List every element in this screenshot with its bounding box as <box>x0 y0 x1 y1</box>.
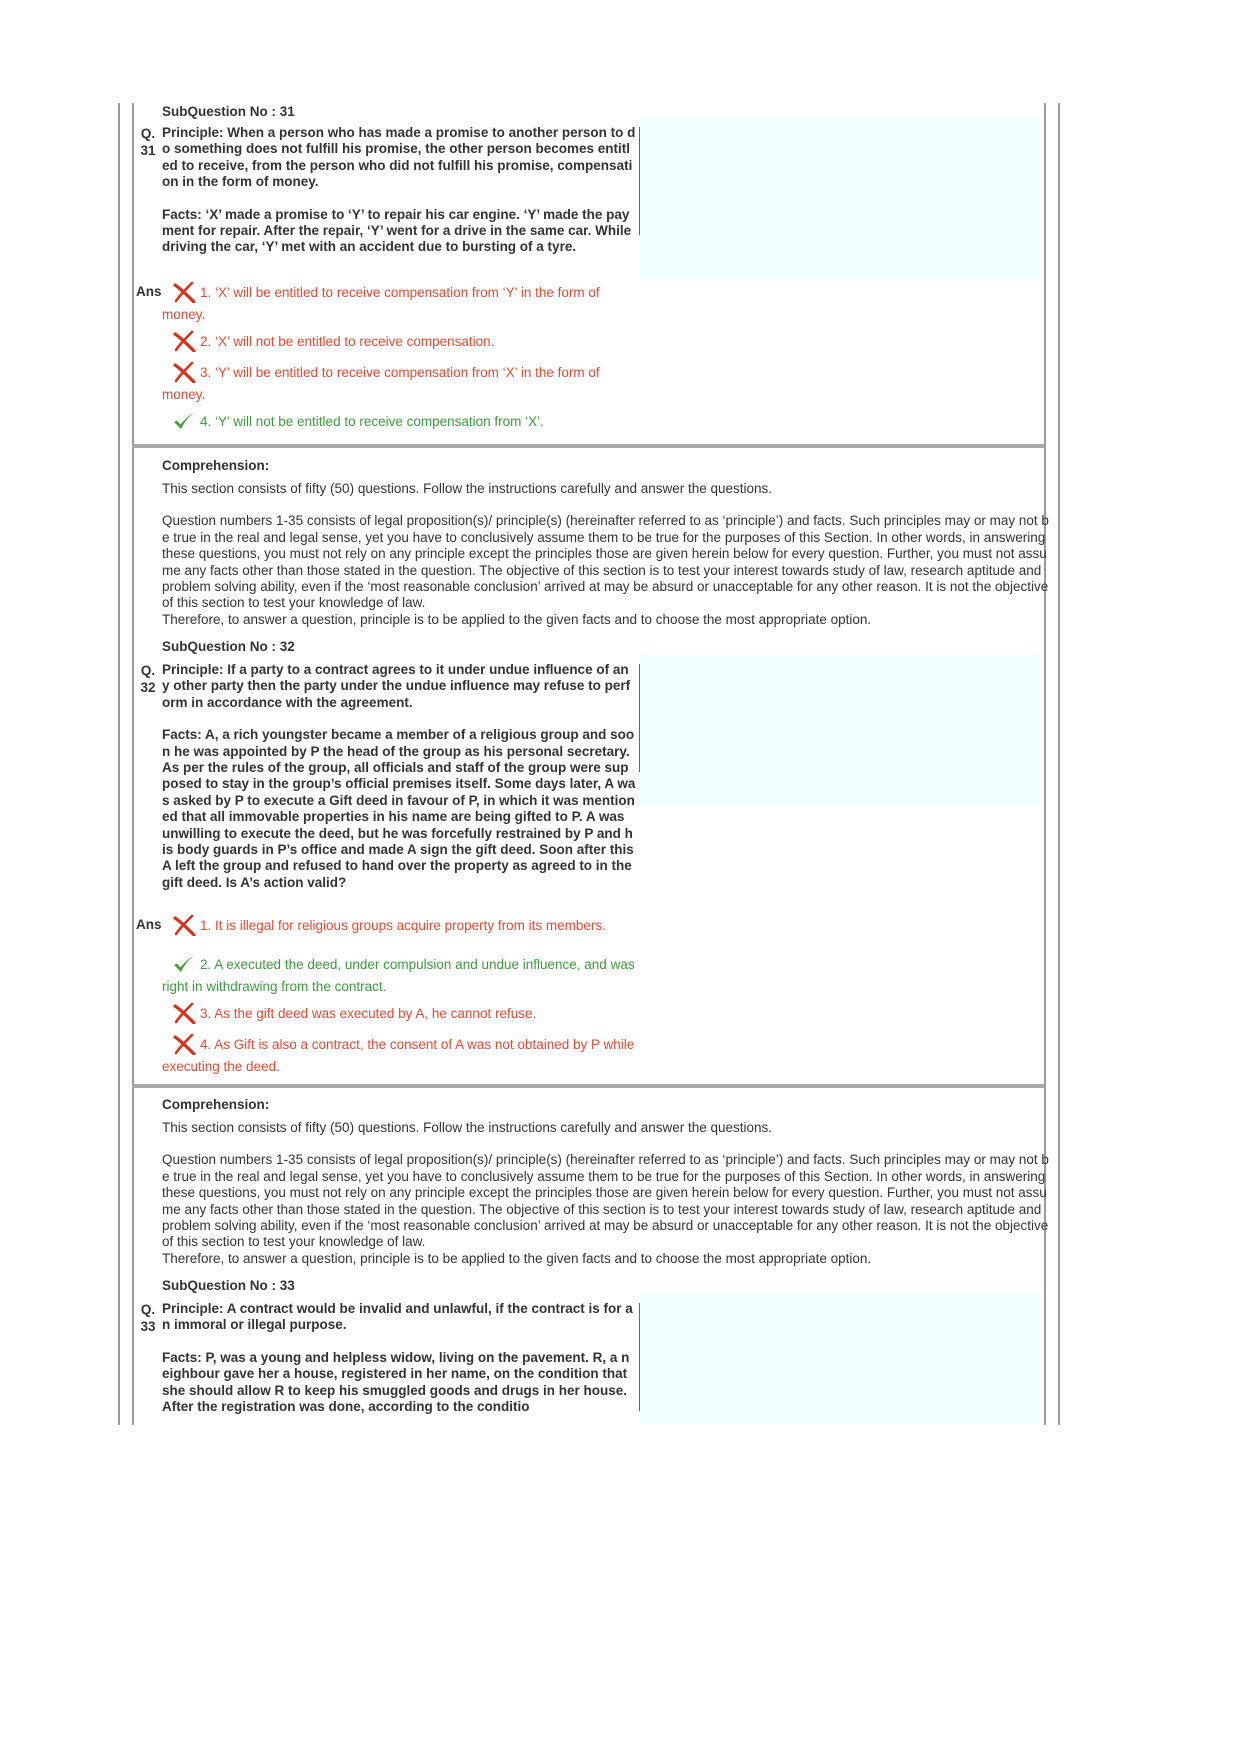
option-text: 4. As Gift is also a contract, the consent of A was not obtained by P while executing the deed. <box>162 1037 635 1074</box>
answer-option-correct <box>162 953 640 998</box>
option-text: 1. ‘X’ will be entitled to receive compensation from ‘Y’ in the form of money. <box>162 285 600 322</box>
comprehension-intro: This section consists of fifty (50) questions. Follow the instructions carefully and answer the questions. <box>162 1120 773 1135</box>
section-separator <box>132 1084 1046 1088</box>
option-text: 4. ‘Y’ will not be entitled to receive compensation from ‘X’. <box>200 414 544 429</box>
subquestion-label: SubQuestion No : 32 <box>162 639 295 654</box>
frame-right-outer-border <box>1058 103 1060 1425</box>
answer-option-correct <box>162 410 640 433</box>
answer-option <box>162 281 640 326</box>
comprehension-title: Comprehension: <box>162 458 270 473</box>
question-label: Q. <box>140 1302 156 1317</box>
comprehension-closing: Therefore, to answer a question, principle is to be applied to the given facts and to choose the most appropriate option. <box>162 1250 872 1266</box>
red-cross-icon <box>172 914 196 936</box>
option-text: 2. A executed the deed, under compulsion and undue influence, and was right in withdrawing from the contract. <box>162 957 635 994</box>
question-number <box>136 662 160 696</box>
question-image-area <box>640 118 1040 280</box>
principle-text: Principle: When a person who has made a promise to another person to do something does not fulfill his promise, the other person becomes entitled to receive, from the person who did not fulfill his promise, compensation in the form of money. <box>162 125 636 190</box>
question-number-value: 33 <box>140 1319 156 1334</box>
option-text: 2. ‘X’ will not be entitled to receive compensation. <box>200 334 495 349</box>
question-number <box>136 1301 160 1335</box>
answer-option <box>162 330 640 353</box>
comprehension-text <box>162 1120 1050 1267</box>
answer-label: Ans <box>136 284 162 299</box>
subquestion-label: SubQuestion No : 31 <box>162 104 295 119</box>
question-text <box>162 1301 636 1425</box>
facts-text: Facts: A, a rich youngster became a member of a religious group and soon he was appointed by P the head of the group as his personal secretary. As per the rules of the group, all officials and staff of the group were supposed to stay in the group’s official premises itself. Some days later, A was asked by P to execute a Gift deed in favour of P, in which it was mentioned that all immovable properties in his name are being gifted to P. A was unwilling to execute the deed, but he was forcefully restrained by P and his body guards in P’s office and made A sign the gift deed. Soon after this A left the group and refused to hand over the property as agreed to in the gift deed. Is A’s action valid? <box>162 727 636 890</box>
comprehension-body: Question numbers 1-35 consists of legal proposition(s)/ principle(s) (hereinafter referred to as ‘principle’) and facts. Such principles may or may not be true in the real and legal sense, yet you have to conclusively assume them to be true for the purposes of this Section. In other words, in answering these questions, you must not rely on any principle except the principles those are given herein below for every question. Further, you must not assume any facts other than those stated in the question. The objective of this section is to test your interest towards study of law, research aptitude and problem solving ability, even if the ‘most reasonable conclusion’ arrived at may be absurd or unacceptable for any other reason. It is not the objective of this section to test your knowledge of law. <box>162 1152 1049 1250</box>
question-text <box>162 125 636 256</box>
red-cross-icon <box>172 330 196 352</box>
question-image-area <box>640 1294 1040 1424</box>
exam-frame <box>118 103 1060 1425</box>
principle-text: Principle: A contract would be invalid and unlawful, if the contract is for an immoral or illegal purpose. <box>162 1301 633 1333</box>
option-text: 3. As the gift deed was executed by A, he cannot refuse. <box>200 1006 537 1021</box>
question-number-value: 32 <box>140 680 156 695</box>
facts-text: Facts: ‘X’ made a promise to ‘Y’ to repair his car engine. ‘Y’ made the payment for repair. After the repair, ‘Y’ went for a drive in the same car. While driving the car, ‘Y’ met with an accident due to bursting of a tyre. <box>162 206 632 255</box>
comprehension-text <box>162 481 1050 628</box>
comprehension-closing: Therefore, to answer a question, principle is to be applied to the given facts and to choose the most appropriate option. <box>162 611 872 627</box>
frame-left-outer-border <box>118 103 120 1425</box>
option-text: 3. ‘Y’ will be entitled to receive compensation from ‘X’ in the form of money. <box>162 365 600 402</box>
option-text: 1. It is illegal for religious groups acquire property from its members. <box>200 918 606 933</box>
question-number <box>136 125 160 159</box>
answer-option <box>162 914 640 937</box>
comprehension-body: Question numbers 1-35 consists of legal proposition(s)/ principle(s) (hereinafter referred to as ‘principle’) and facts. Such principles may or may not be true in the real and legal sense, yet you have to conclusively assume them to be true for the purposes of this Section. In other words, in answering these questions, you must not rely on any principle except the principles those are given herein below for every question. Further, you must not assume any facts other than those stated in the question. The objective of this section is to test your interest towards study of law, research aptitude and problem solving ability, even if the ‘most reasonable conclusion’ arrived at may be absurd or unacceptable for any other reason. It is not the objective of this section to test your knowledge of law. <box>162 513 1049 611</box>
red-cross-icon <box>172 281 196 303</box>
answer-option <box>162 361 640 406</box>
red-cross-icon <box>172 361 196 383</box>
section-separator <box>132 444 1046 448</box>
answer-option <box>162 1002 640 1025</box>
green-check-icon <box>172 410 196 432</box>
red-cross-icon <box>172 1033 196 1055</box>
question-label: Q. <box>140 663 156 678</box>
principle-text: Principle: If a party to a contract agrees to it under undue influence of any other party then the party under the undue influence may refuse to perform in accordance with the agreement. <box>162 662 631 710</box>
question-text <box>162 662 636 891</box>
answer-label: Ans <box>136 917 162 932</box>
subquestion-label: SubQuestion No : 33 <box>162 1278 295 1293</box>
question-number-value: 31 <box>140 143 156 158</box>
green-check-icon <box>172 953 196 975</box>
question-image-area <box>640 655 1040 805</box>
facts-text: Facts: P, was a young and helpless widow, living on the pavement. R, a neighbour gave her a house, registered in her name, on the condition that she should allow R to keep his smuggled goods and drugs in her house. After the registration was done, according to the conditio <box>162 1349 630 1415</box>
question-label: Q. <box>140 126 156 141</box>
comprehension-intro: This section consists of fifty (50) questions. Follow the instructions carefully and answer the questions. <box>162 481 773 496</box>
frame-left-inner-border <box>132 103 134 1425</box>
comprehension-title: Comprehension: <box>162 1097 270 1112</box>
answer-option <box>162 1033 640 1078</box>
red-cross-icon <box>172 1002 196 1024</box>
